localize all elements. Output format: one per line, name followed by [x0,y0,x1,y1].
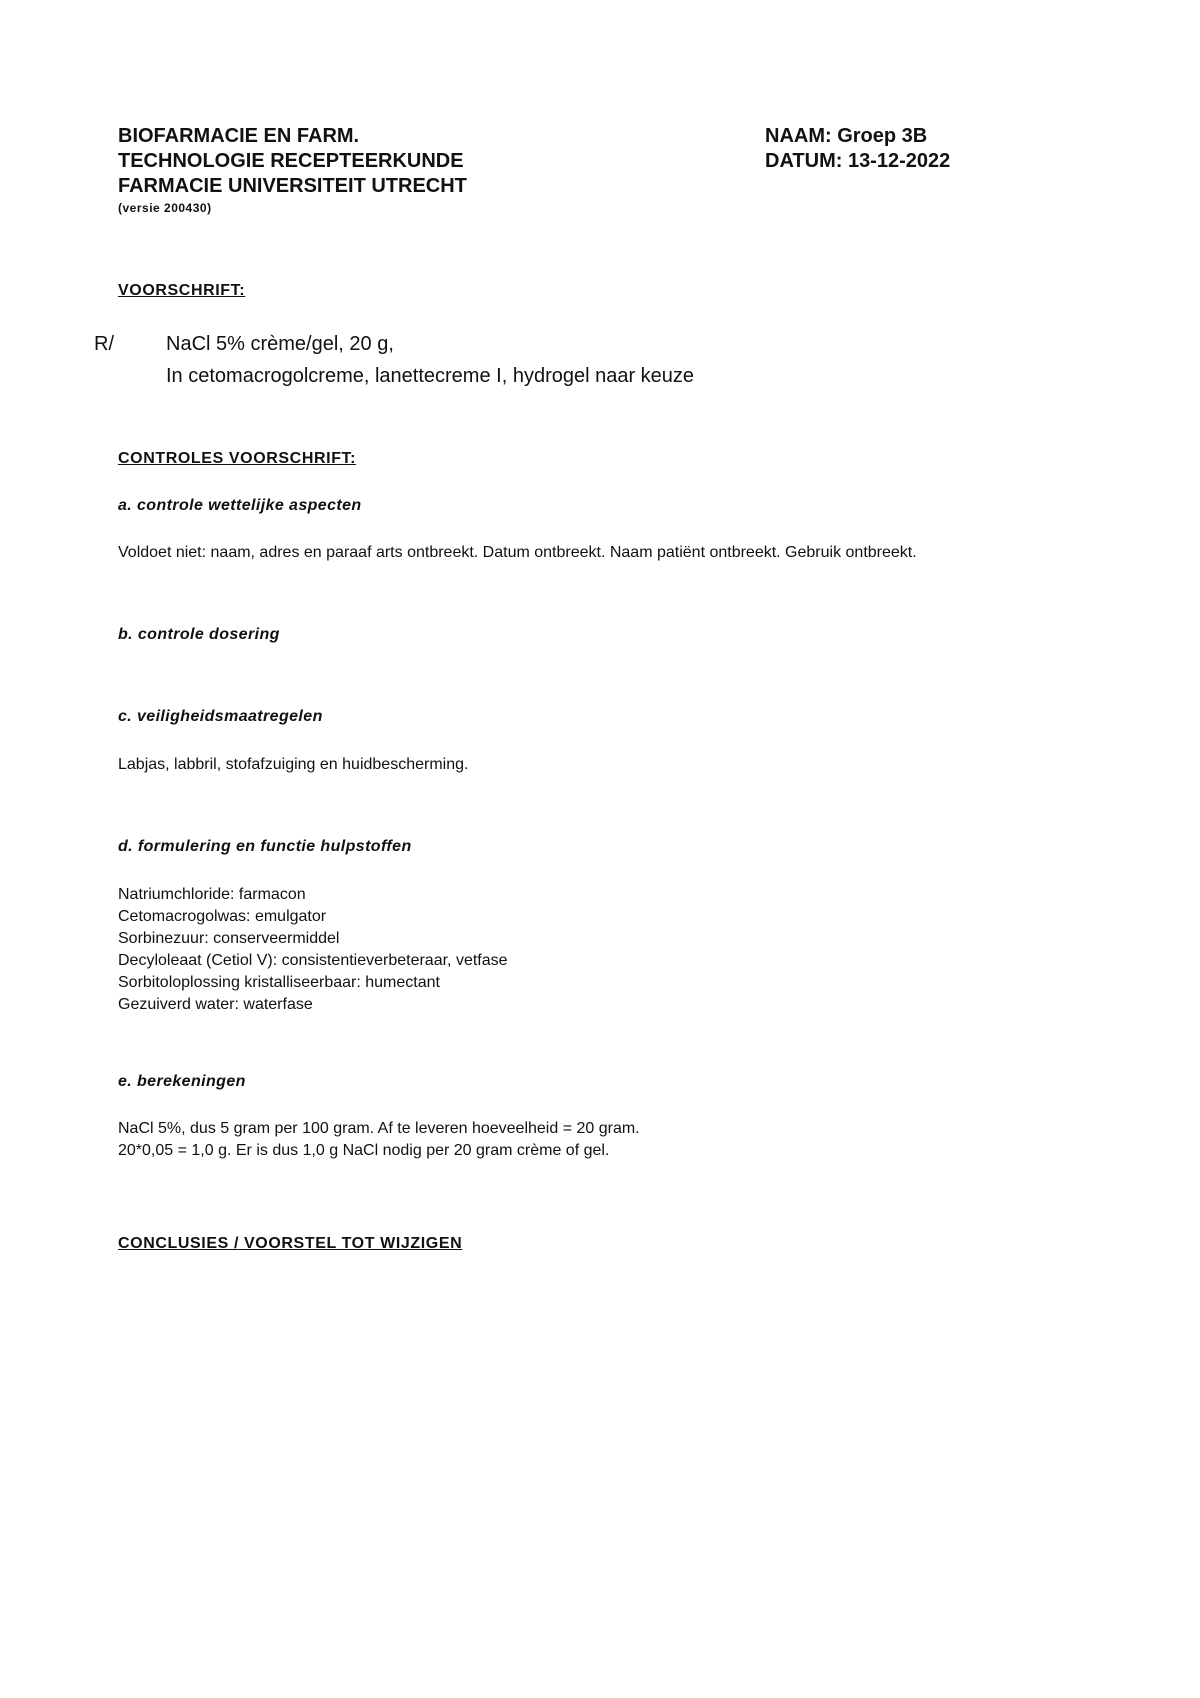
section-a-text: Voldoet niet: naam, adres en paraaf arts ontbreekt. Datum ontbreekt. Naam patiënt ontbreekt. Gebruik ontbreekt. [118,544,917,561]
excipient-item: Sorbinezuur: conserveermiddel [118,930,340,947]
excipient-item: Sorbitoloplossing kristalliseerbaar: humectant [118,974,440,991]
rx-line-2: In cetomacrogolcreme, lanettecreme I, hydrogel naar keuze [166,365,695,387]
calculation-line-1: NaCl 5%, dus 5 gram per 100 gram. Af te leveren hoeveelheid = 20 gram. [118,1120,640,1137]
section-d-title: d. formulering en functie hulpstoffen [118,838,412,855]
institution-line-3: FARMACIE UNIVERSITEIT UTRECHT [118,175,467,197]
institution-block [118,124,467,217]
section-a-title: a. controle wettelijke aspecten [118,497,362,514]
section-b-title: b. controle dosering [118,626,280,643]
controles-title: CONTROLES VOORSCHRIFT: [118,450,357,467]
version-label: (versie 200430) [118,201,212,215]
voorschrift-title: VOORSCHRIFT: [118,282,246,299]
excipient-item: Gezuiverd water: waterfase [118,996,313,1013]
name-date-block [765,124,950,174]
name-field: NAAM: Groep 3B [765,125,928,147]
excipient-item: Decyloleaat (Cetiol V): consistentieverbeteraar, vetfase [118,952,508,969]
rx-line-1: NaCl 5% crème/gel, 20 g, [166,333,394,355]
institution-line-2: TECHNOLOGIE RECEPTEERKUNDE [118,150,464,172]
excipient-list [118,884,508,1016]
section-c-title: c. veiligheidsmaatregelen [118,708,323,725]
calculation-block [118,1118,640,1162]
excipient-item: Cetomacrogolwas: emulgator [118,908,327,925]
excipient-item: Natriumchloride: farmacon [118,886,306,903]
calculation-line-2: 20*0,05 = 1,0 g. Er is dus 1,0 g NaCl nodig per 20 gram crème of gel. [118,1142,610,1159]
rx-symbol: R/ [94,333,114,355]
rx-block [166,328,694,392]
date-field: DATUM: 13-12-2022 [765,150,951,172]
section-c-text: Labjas, labbril, stofafzuiging en huidbescherming. [118,756,469,773]
conclusies-title: CONCLUSIES / VOORSTEL TOT WIJZIGEN [118,1235,463,1252]
institution-line-1: BIOFARMACIE EN FARM. [118,125,360,147]
section-e-title: e. berekeningen [118,1073,246,1090]
